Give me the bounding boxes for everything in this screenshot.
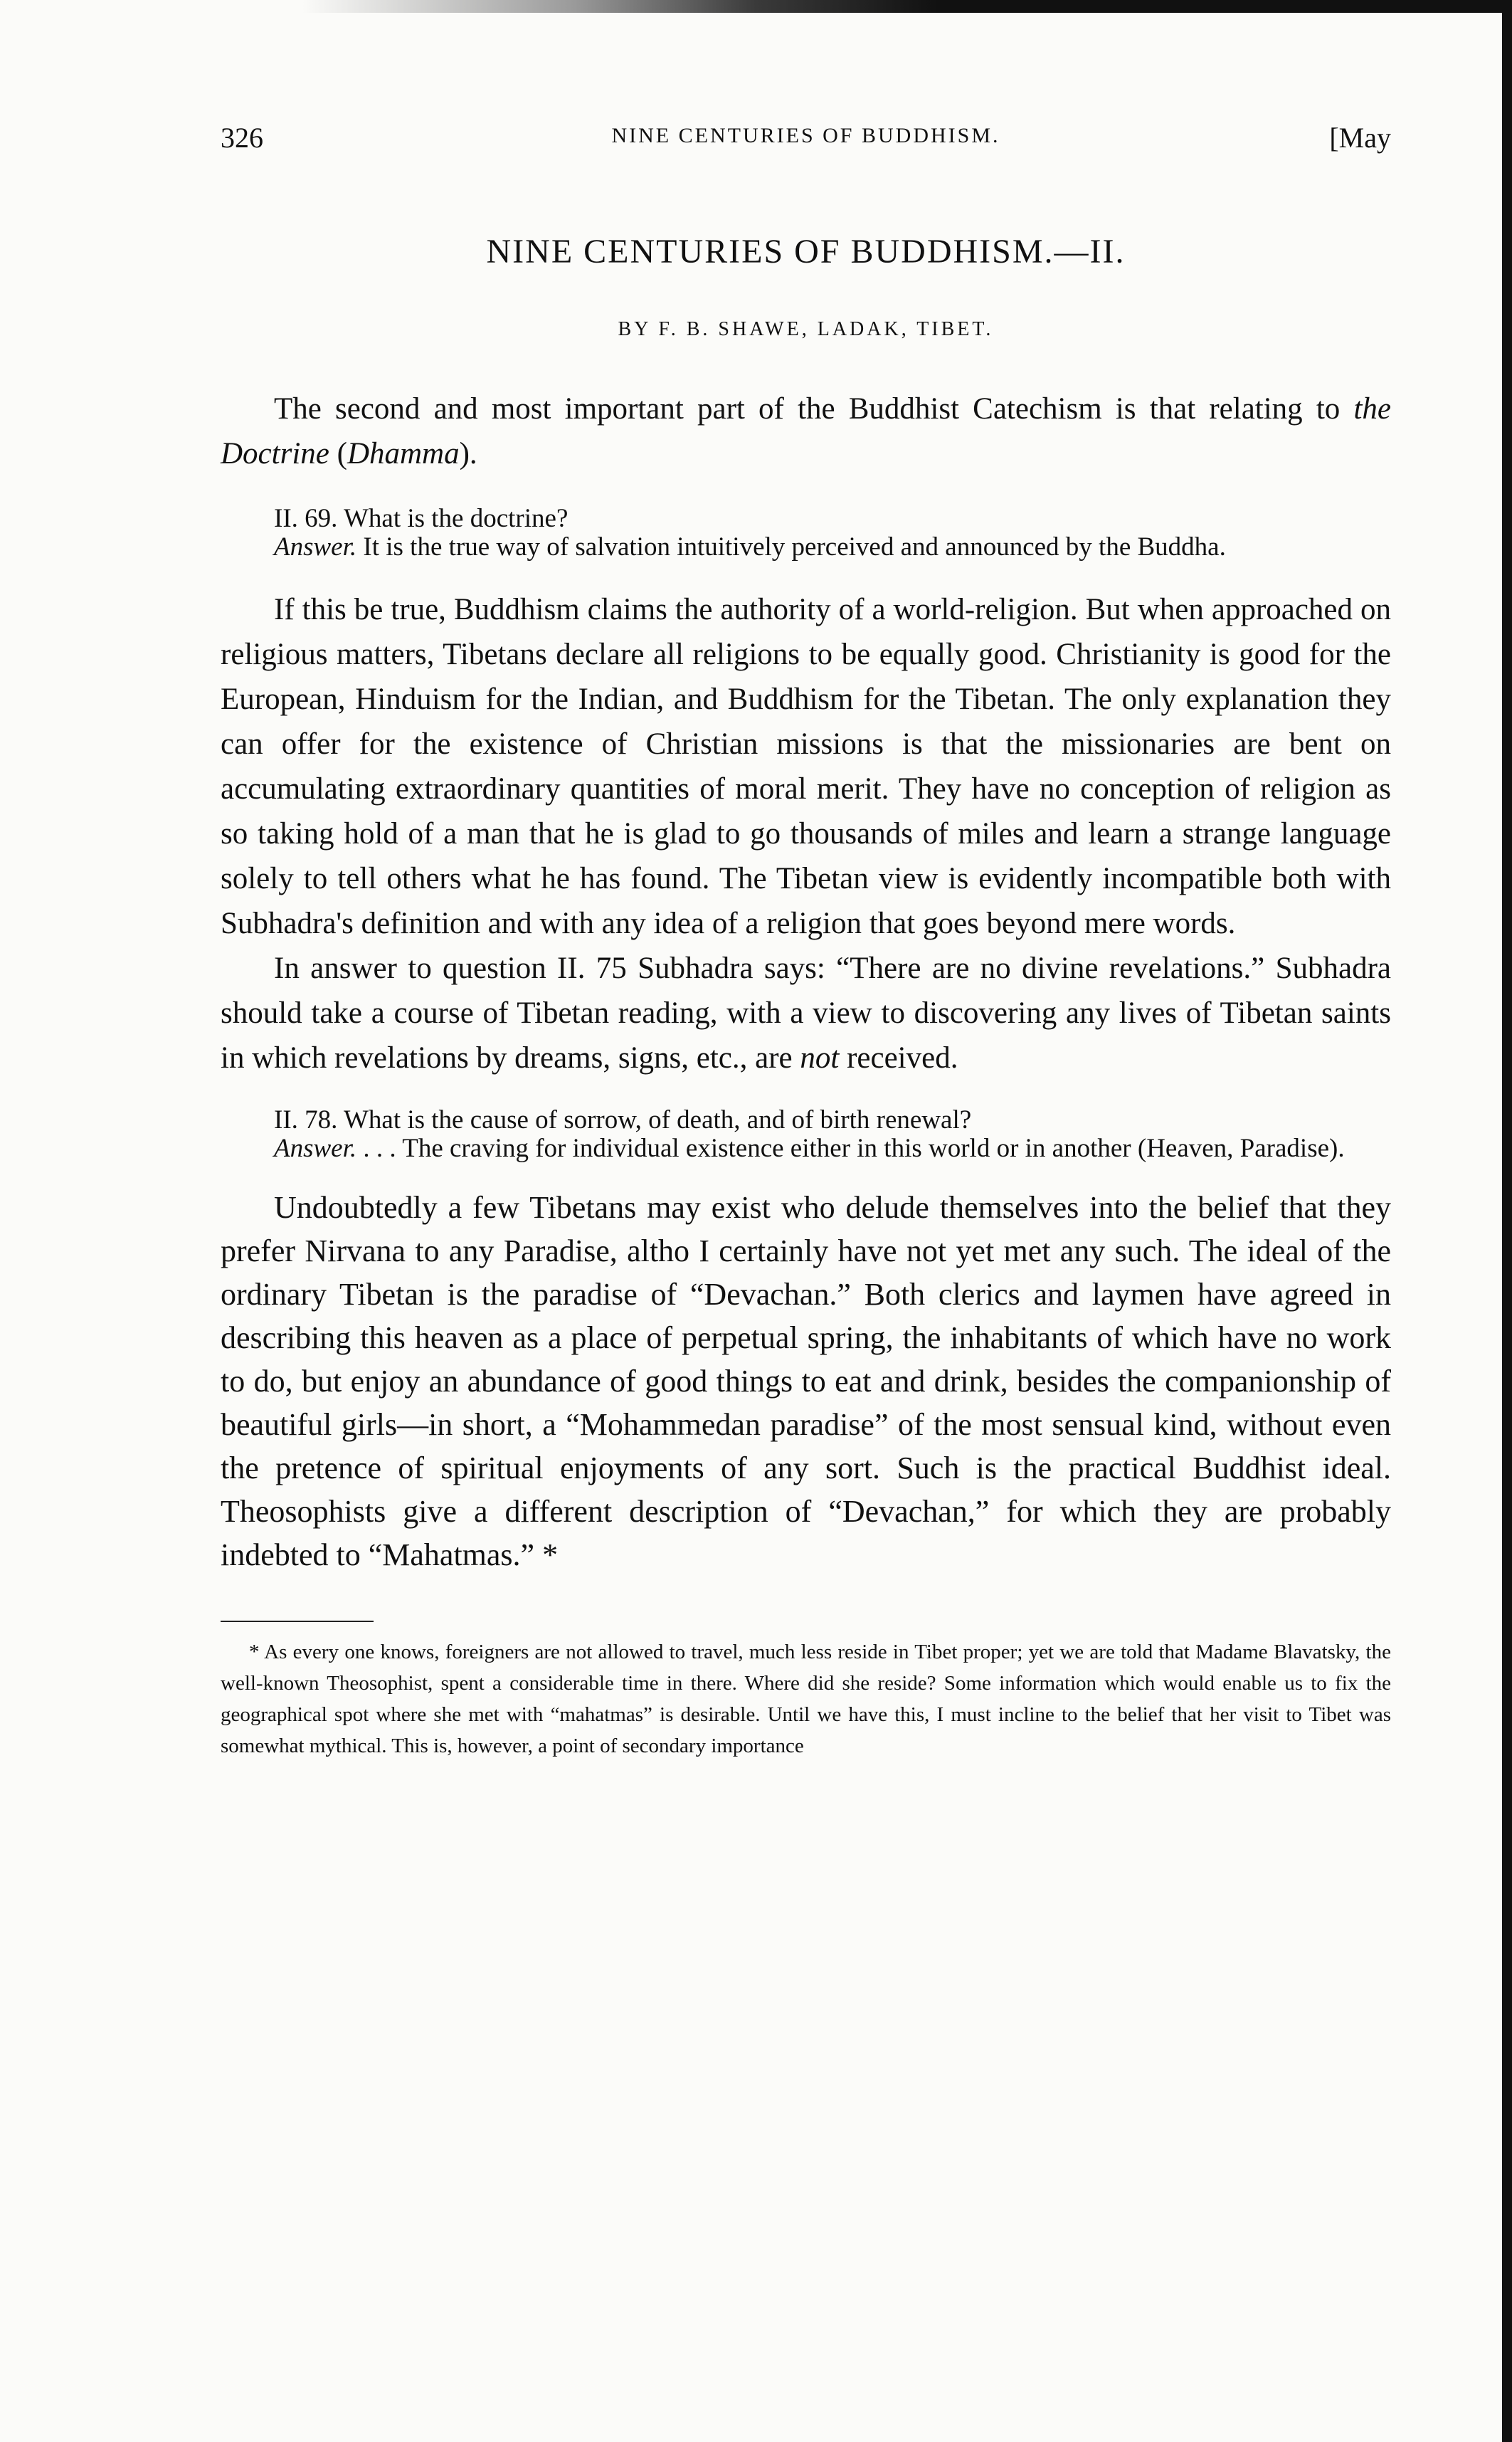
intro-paragraph: The second and most important part of the Buddhist Catechism is that relating to the Doctrine (Dhamma). [221, 392, 1392, 470]
running-head [221, 121, 1391, 171]
page-number: 326 [221, 122, 263, 154]
paragraph-devachan: Undoubtedly a few Tibetans may exist who delude themselves into the belief that they prefer Nirvana to any Paradise, altho I certainly have not yet met any such. The ideal of the ordinary Tibetan is the paradise of “Devachan.” Both clerics and laymen have agreed in describing this heaven as a place of perpetual spring, the inhabitants of which have no work to do, but enjoy an abundance of good things to eat and drink, besides the companionship of beautiful girls—in short, a “Mohammedan paradise” of the most sensual kind, without even the pretence of spiritual enjoyments of any sort. Such is the practical Buddhist ideal. Theosophists give a different description of “Devachan,” for which they are probably indebted to “Mahatmas.” * [221, 1190, 1391, 1572]
answer-label: Answer. [274, 1134, 357, 1163]
catechism-question-78 [221, 1106, 1391, 1163]
answer-label: Answer. [274, 532, 357, 562]
byline: BY F. B. SHAWE, LADAK, TIBET. [618, 318, 994, 340]
page [221, 121, 1391, 1762]
paragraph-revelations: In answer to question II. 75 Subhadra says: “There are no divine revelations.” Subhadra should take a course of Tibetan reading, with a view to discovering any lives of Tibetan saints in which revelations by dreams, signs, etc., are not received. [221, 952, 1391, 1075]
dhamma-term: Dhamma [347, 437, 460, 470]
top-scan-edge [0, 0, 1512, 13]
question-78: II. 78. What is the cause of sorrow, of death, and of birth renewal? [274, 1105, 972, 1135]
footnote-rule [221, 1621, 374, 1622]
running-month: [May [1329, 122, 1391, 154]
paragraph-world-religion: If this be true, Buddhism claims the authority of a world-religion. But when approached on religious matters, Tibetans declare all religions to be equally good. Christianity is good for the European, Hinduism for the Indian, and Buddhism for the Tibetan. The only explanation they can offer for the existence of Christian missions is that the missionaries are bent on accumulating extraordinary quantities of moral merit. They have no conception of religion as so taking hold of a man that he is glad to go thousands of miles and learn a strange language solely to tell others what he has found. The Tibetan view is evidently incompatible both with Subhadra's definition and with any idea of a religion that goes beyond mere words. [221, 593, 1391, 940]
emphasis-not: not [800, 1041, 840, 1075]
answer-69: Answer. It is the true way of salvation intuitively perceived and announced by the Buddha. [274, 532, 1226, 562]
right-scan-edge [1502, 0, 1512, 2442]
footnote: * As every one knows, foreigners are not allowed to travel, much less reside in Tibet proper; yet we are told that Madame Blavatsky, the well-known Theosophist, spent a considerable time in there. Where did she reside? Some information which would enable us to fix the geographical spot where she met with “mahatmas” is desirable. Until we have this, I must incline to the belief that her visit to Tibet was somewhat mythical. This is, however, a point of secondary importance [221, 1641, 1391, 1757]
doctrine-phrase: the Doctrine [221, 392, 1392, 470]
article-title: NINE CENTURIES OF BUDDHISM.—II. [486, 233, 1126, 270]
question-69: II. 69. What is the doctrine? [274, 504, 569, 533]
running-title: NINE CENTURIES OF BUDDHISM. [611, 124, 1000, 147]
catechism-question-69 [221, 505, 1391, 562]
answer-78: Answer. . . . The craving for individual existence either in this world or in another (Heaven, Paradise). [274, 1134, 1345, 1163]
